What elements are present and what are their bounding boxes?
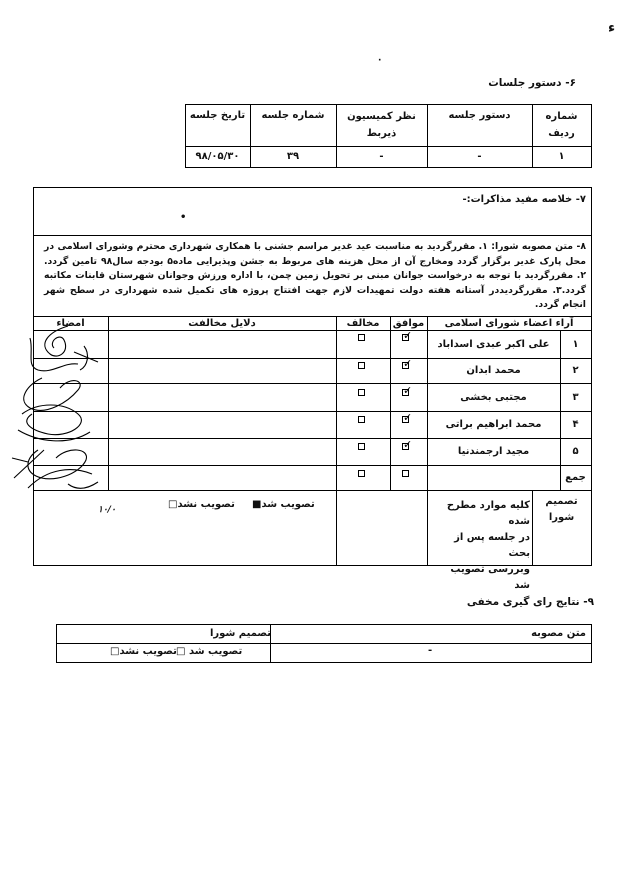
header-row-number-line1: شماره [545, 111, 578, 122]
not-approved-option[interactable] [168, 499, 235, 510]
row-meeting-date: ۹۸/۰۵/۳۰ [195, 151, 240, 162]
member-name: محمد ابراهیم براتی [445, 419, 542, 430]
section8-paragraph: ۸- متن مصوبه شورا: ۱. مقررگردید به مناسبت عید غدیر مراسم جشنی با همکاری شهرداری محترم وشورای اسلامی در محل پارک غدیر برگزار گردد ومخارج آن از محل هزینه های مربوط به جشن وپذیرایی ماده۵ بودجه سال۹۸ تامین گردد. ۲. مقررگردید با توجه به درخواست جوانان مبنی بر تحویل زمین چمن، با اداره ورزش وجوانان شهرستان قابنات مکاتبه گردد.۳. مقررگردیددر آستانه هفته دولت تمهیدات لازم جهت افتتاح پروژه های تکمیل شده شهرداری در سطح شهر انجام گردد. [44, 241, 587, 310]
header-members: آراء اعضاء شورای اسلامی [444, 317, 574, 329]
approved-option[interactable] [252, 499, 315, 510]
agree-checkbox[interactable] [402, 362, 409, 369]
total-disagree-box [358, 470, 365, 477]
not-approved-mark: □ [168, 499, 178, 510]
decision-text [432, 498, 530, 594]
secret-row-text: - [428, 645, 433, 656]
section9-heading: ۹- نتایج رای گیری مخفی [466, 596, 594, 608]
signatures-image [8, 318, 108, 508]
member-number: ۳ [572, 391, 579, 403]
secret-not-approved-label: تصویب نشد [119, 646, 177, 657]
member-name: علی اکبر عبدی اسداباد [437, 338, 550, 350]
row-commission: - [379, 151, 384, 162]
row-agenda: - [477, 151, 482, 162]
agree-checkbox[interactable] [402, 389, 409, 396]
decision-text-line3: وبررسی تصویب شد [450, 564, 530, 591]
decision-text-line2: در جلسه پس از بحث [454, 532, 530, 559]
row-number: ۱ [558, 151, 565, 162]
member-name: مجتبی بخشی [460, 391, 527, 403]
header-meeting-number: شماره جلسه [261, 109, 325, 121]
agree-checkbox[interactable] [402, 334, 409, 341]
header-commission-line2: ذیربط [366, 128, 397, 139]
header-row-number [532, 104, 591, 146]
header-council-decision: تصمیم شورا [210, 628, 272, 639]
decision-label [532, 490, 591, 530]
header-disagree: مخالف [346, 317, 380, 329]
decision-text-line1: کلیه موارد مطرح شده [446, 500, 530, 527]
disagree-checkbox[interactable] [358, 443, 365, 450]
approved-mark: ■ [252, 499, 262, 510]
row-meeting-number: ۳۹ [286, 151, 300, 162]
handwritten-digits: ۱۰/۰ [98, 505, 116, 515]
member-name: محمد ابدان [466, 365, 521, 376]
agree-checkbox[interactable] [402, 443, 409, 450]
member-number: ۵ [572, 446, 579, 457]
approved-label: تصویب شد [261, 499, 315, 510]
section7-dot: • [180, 212, 187, 223]
secret-approved-box: □ [176, 646, 186, 657]
member-number: ۴ [572, 419, 579, 430]
total-agree-box [402, 470, 409, 477]
disagree-checkbox[interactable] [358, 334, 365, 341]
secret-approved-option[interactable] [176, 646, 242, 657]
decision-label-line1: تصمیم [545, 496, 578, 507]
member-number: ۱ [572, 338, 579, 350]
header-agenda: دستور جلسه [448, 109, 511, 121]
header-signature: امضاء [56, 317, 85, 329]
not-approved-label: تصویب نشد [177, 499, 235, 510]
disagree-checkbox[interactable] [358, 389, 365, 396]
secret-not-approved-box: □ [110, 646, 120, 657]
header-resolution-text: متن مصوبه [531, 628, 586, 639]
secret-approved-label: تصویب شد [188, 646, 243, 657]
header-reasons: دلایل مخالفت [188, 317, 256, 329]
top-dot: · [378, 56, 382, 66]
total-label: جمع [565, 472, 586, 483]
section6-heading: ۶- دستور جلسات [488, 77, 576, 89]
corner-mark: ء [608, 20, 616, 36]
disagree-checkbox[interactable] [358, 362, 365, 369]
disagree-checkbox[interactable] [358, 416, 365, 423]
agree-checkbox[interactable] [402, 416, 409, 423]
decision-label-line2: شورا [548, 512, 575, 523]
section7-heading: ۷- خلاصه مفید مذاکرات:- [462, 194, 586, 205]
header-commission-line1: نظر کمیسیون [347, 111, 416, 122]
secret-not-approved-option[interactable] [110, 646, 177, 657]
header-row-number-line2: ردیف [548, 128, 575, 139]
member-number: ۲ [572, 365, 579, 376]
header-meeting-date: تاریخ جلسه [189, 109, 246, 121]
member-name: مجید ارجمندنیا [457, 446, 530, 457]
header-agree: موافق [392, 317, 425, 329]
header-commission [336, 104, 427, 146]
